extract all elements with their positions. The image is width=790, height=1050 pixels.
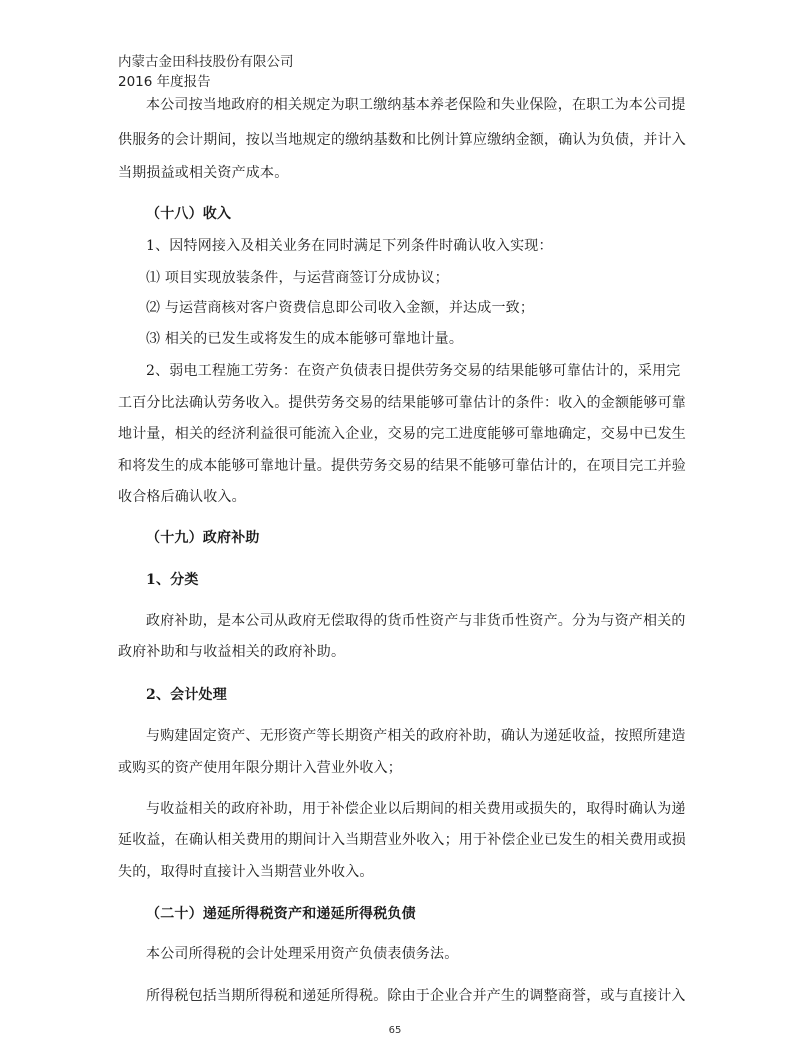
paragraph-line: 政府补助和与收益相关的政府补助。 [118, 644, 346, 660]
page-number: 65 [388, 1025, 402, 1036]
paragraph-line: 政府补助，是本公司从政府无偿取得的货币性资产与非货币性资产。分为与资产相关的 [146, 613, 686, 629]
section-heading: （十九）政府补助 [146, 530, 260, 546]
paragraph-line: 延收益，在确认相关费用的期间计入当期营业外收入；用于补偿企业已发生的相关费用或损 [118, 832, 686, 848]
paragraph-line: 地计量，相关的经济利益很可能流入企业，交易的完工进度能够可靠地确定，交易中已发生 [118, 426, 686, 442]
paragraph-line: 与收益相关的政府补助，用于补偿企业以后期间的相关费用或损失的，取得时确认为递 [146, 801, 686, 817]
paragraph-line: 或购买的资产使用年限分期计入营业外收入； [118, 760, 402, 776]
section-heading: （十八）收入 [146, 206, 232, 222]
paragraph-line: 本公司所得税的会计处理采用资产负债表债务法。 [146, 946, 459, 962]
paragraph-line: 所得税包括当期所得税和递延所得税。除由于企业合并产生的调整商誉，或与直接计入 [146, 988, 686, 1004]
paragraph-line: 1、因特网接入及相关业务在同时满足下列条件时确认收入实现： [146, 238, 553, 254]
company-name: 内蒙古金田科技股份有限公司 [118, 54, 294, 70]
paragraph-line: 工百分比法确认劳务收入。提供劳务交易的结果能够可靠估计的条件：收入的金额能够可靠 [118, 395, 686, 411]
page-header [118, 52, 294, 92]
paragraph-line: 收合格后确认收入。 [118, 489, 246, 505]
list-item: ⑵ 与运营商核对客户资费信息即公司收入金额，并达成一致； [146, 300, 535, 316]
paragraph-line: 供服务的会计期间，按以当地规定的缴纳基数和比例计算应缴纳金额，确认为负债，并计入 [118, 132, 686, 148]
paragraph-line: 本公司按当地政府的相关规定为职工缴纳基本养老保险和失业保险，在职工为本公司提 [146, 97, 686, 113]
section-heading: （二十）递延所得税资产和递延所得税负债 [146, 906, 416, 922]
paragraph-line: 与购建固定资产、无形资产等长期资产相关的政府补助，确认为递延收益，按照所建造 [146, 728, 686, 744]
report-title: 2016 年度报告 [118, 74, 211, 90]
paragraph-line: 当期损益或相关资产成本。 [118, 165, 289, 181]
paragraph-line: 和将发生的成本能够可靠地计量。提供劳务交易的结果不能够可靠估计的，在项目完工并验 [118, 458, 686, 474]
list-item: ⑴ 项目实现放装条件，与运营商签订分成协议； [146, 270, 449, 286]
list-item: ⑶ 相关的已发生或将发生的成本能够可靠地计量。 [146, 331, 464, 347]
subsection-heading: 1、分类 [146, 572, 199, 588]
subsection-heading: 2、会计处理 [146, 687, 227, 703]
paragraph-line: 失的，取得时直接计入当期营业外收入。 [118, 864, 374, 880]
paragraph-line: 2、弱电工程施工劳务：在资产负债表日提供劳务交易的结果能够可靠估计的，采用完 [146, 363, 681, 379]
